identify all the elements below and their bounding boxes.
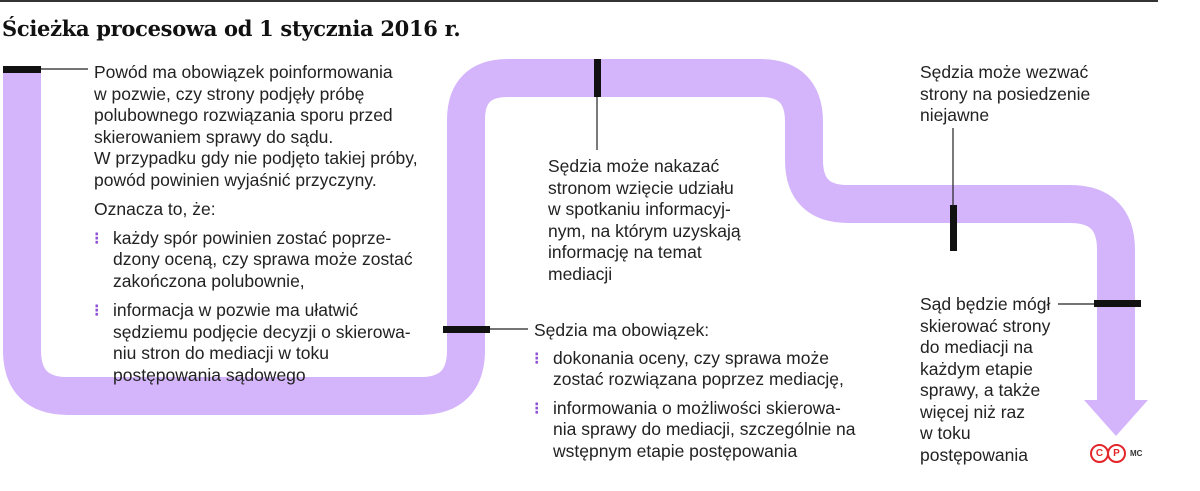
step-1-text (94, 62, 444, 386)
step-5-line: do mediacji na (920, 337, 1033, 357)
step-marker-1 (3, 66, 41, 73)
step-3-head: Sędzia ma obowiązek: (534, 320, 710, 340)
bullet-line: dzony oceną, czy sprawa może zostać (113, 249, 413, 269)
page-title: Ścieżka procesowa od 1 stycznia 2016 r. (2, 16, 461, 41)
step-2-line: stronom wzięcie udziału (548, 177, 734, 198)
bullet-line: wstępnym etapie postępowania (553, 440, 798, 461)
step-4-text (920, 62, 1120, 127)
step-5-line: sprawy, a także (920, 380, 1041, 400)
step-1-line: W przypadku gdy nie podjęto takiej próby, (94, 148, 418, 168)
step-1-bullet (94, 300, 444, 386)
step-4-line: niejawne (920, 105, 990, 125)
bullet-line: niu stron do mediacji w toku (113, 343, 329, 363)
step-5-line: w toku (920, 423, 971, 443)
step-2-text (548, 156, 788, 285)
bullet-line: zakończona polubownie, (113, 270, 305, 291)
step-2-line: mediacji (548, 263, 613, 284)
bullet-mark-icon: ⁝ (94, 228, 100, 248)
step-1-bullet (94, 228, 444, 293)
step-5-text (920, 294, 1060, 466)
bullet-mark-icon: ⁝ (534, 398, 540, 418)
step-2-line: nym, na którym uzyskają (548, 220, 741, 241)
step-1-line: polubownego rozwiązania sporu przed (94, 105, 393, 125)
bullet-line: zostać rozwiązana poprzez mediację, (553, 369, 844, 389)
step-1-subhead: Oznacza to, że: (94, 199, 216, 219)
step-2-line: w spotkaniu informacyj- (548, 199, 731, 219)
step-1-line: skierowaniem sprawy do sądu. (94, 126, 334, 147)
bullet-line: informacja w pozwie ma ułatwić (113, 300, 359, 320)
bullet-mark-icon: ⁝ (94, 301, 100, 320)
step-1-line: w pozwie, czy strony podjęły próbę (94, 83, 365, 104)
bullet-line: dokonania oceny, czy sprawa może (553, 347, 829, 368)
step-3-text (534, 320, 874, 462)
step-5-line: Sąd będzie mógł (920, 294, 1051, 314)
step-4-line: strony na posiedzenie (920, 83, 1091, 104)
step-marker-3 (443, 326, 490, 333)
step-4-line: Sędzia może wezwać (920, 62, 1089, 82)
step-5-line: każdym etapie (920, 358, 1033, 379)
step-marker-4 (950, 205, 957, 251)
step-5-line: postępowania (920, 444, 1028, 465)
author-initials: MC (1130, 449, 1143, 458)
copyright-c-icon: C (1090, 444, 1109, 463)
step-2-line: informację na temat (548, 242, 702, 262)
bullet-line: sędziemu podjęcie decyzji o skierowa- (113, 321, 411, 342)
step-5-line: skierować strony (920, 315, 1051, 336)
path-arrowhead (1084, 400, 1148, 436)
publisher-logo (1090, 444, 1134, 462)
bullet-line: każdy spór powinien zostać poprze- (113, 227, 392, 248)
step-5-line: więcej niż raz (920, 401, 1026, 422)
step-1-line: powód powinien wyjaśnić przyczyny. (94, 169, 377, 190)
copyright-p-icon: P (1107, 444, 1126, 463)
step-marker-2 (594, 59, 601, 97)
step-3-bullet (534, 398, 874, 463)
step-1-line: Powód ma obowiązek poinformowania (94, 62, 393, 82)
bullet-line: postępowania sądowego (113, 364, 306, 385)
bullet-mark-icon: ⁝ (534, 348, 540, 368)
step-3-bullet (534, 348, 874, 391)
step-marker-5 (1094, 300, 1141, 307)
bullet-line: nia sprawy do mediacji, szczególnie na (553, 419, 856, 439)
step-2-line: Sędzia może nakazać (548, 156, 720, 176)
bullet-line: informowania o możliwości skierowa- (553, 397, 841, 418)
